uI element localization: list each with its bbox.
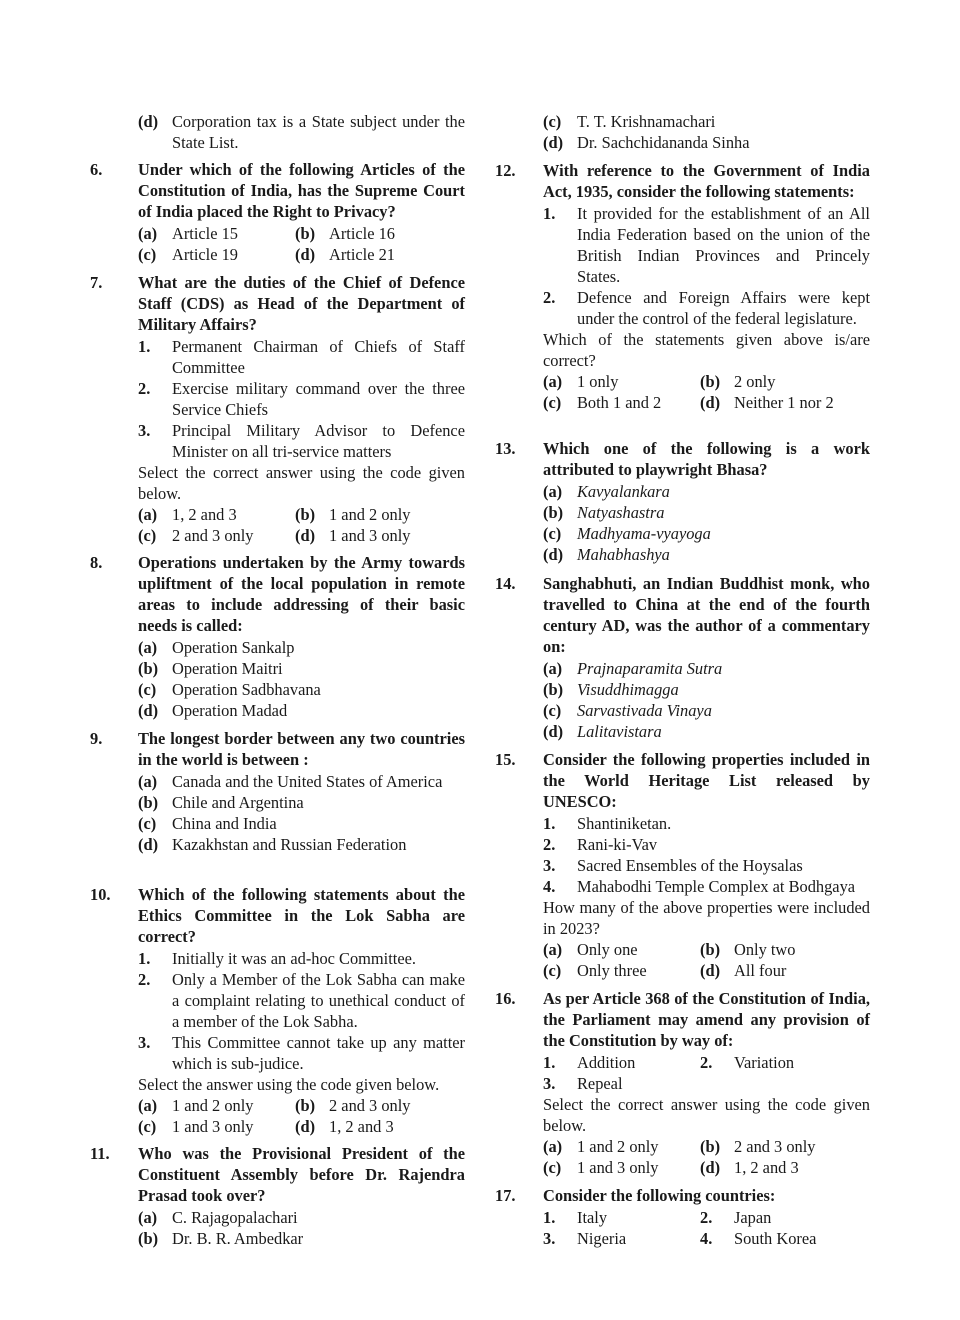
option-item [138,525,295,546]
statement-label: 3. [138,1033,151,1052]
statement-label: 4. [700,1229,713,1248]
question-stem: Which of the following statements about the Ethics Committee in the Lok Sabha are correct? [138,885,465,946]
statement-label: 4. [543,877,556,896]
question-block [138,111,465,153]
statement-label: 2. [700,1208,713,1227]
option-item [543,544,870,565]
option-text: Prajnaparamita Sutra [577,659,723,678]
question-number: 16. [495,989,516,1008]
option-text: Chile and Argentina [172,793,304,812]
question-block [90,728,465,855]
option-text: Only two [734,940,796,959]
option-label: (a) [138,1096,158,1115]
option-item [543,111,870,132]
statement-item [543,834,870,855]
option-text: 1, 2 and 3 [172,505,237,524]
option-label: (b) [138,659,159,678]
statement-label: 1. [138,337,151,356]
option-label: (d) [295,526,316,545]
question-block [90,272,465,546]
option-list [543,111,870,153]
option-label: (c) [138,680,157,699]
option-label: (a) [543,482,563,501]
statement-label: 3. [543,856,556,875]
option-text: 2 and 3 only [734,1137,816,1156]
question-number: 8. [90,553,103,572]
option-item [138,1207,465,1228]
option-text: Dr. B. R. Ambedkar [172,1229,304,1248]
option-label: (a) [138,638,158,657]
option-item [295,223,465,244]
option-text: Article 15 [172,224,238,243]
statement-text: Mahabodhi Temple Complex at Bodhgaya [577,877,856,896]
statement-item [543,813,870,834]
option-label: (b) [543,680,564,699]
option-label: (a) [543,659,563,678]
statement-text: Nigeria [577,1229,627,1248]
option-text: Both 1 and 2 [577,393,662,412]
option-item [138,658,465,679]
statement-item [543,855,870,876]
option-text: 1, 2 and 3 [329,1117,394,1136]
option-text: C. Rajagopalachari [172,1208,298,1227]
option-text: Operation Maitri [172,659,283,678]
option-item [543,502,870,523]
option-list [138,111,465,153]
statement-text: It provided for the establishment of an All India Federation based on the union of the British Indian Provinces and Princely States. [577,204,870,286]
question-number: 17. [495,1186,516,1205]
option-text: Natyashastra [577,503,665,522]
option-label: (d) [700,1158,721,1177]
option-text: All four [734,961,787,980]
statement-text: Repeal [577,1074,623,1093]
option-text: 1 only [577,372,619,391]
option-item [543,392,700,413]
option-list [543,481,870,565]
option-label: (d) [700,961,721,980]
option-label: (a) [138,1208,158,1227]
option-label: (d) [543,722,564,741]
option-item [295,1116,465,1137]
question-stem: Consider the following properties included in the World Heritage List released by UNESCO: [543,750,870,811]
question-number: 12. [495,161,516,180]
statement-item [543,287,870,329]
option-label: (d) [138,701,159,720]
option-label: (a) [543,940,563,959]
option-label: (a) [138,224,158,243]
question-number: 11. [90,1144,110,1163]
option-item [138,834,465,855]
statement-text: Variation [734,1053,795,1072]
option-label: (a) [543,1137,563,1156]
option-list [138,223,465,265]
question-prompt: How many of the above properties were included in 2023? [543,898,870,938]
statement-text: This Committee cannot take up any matter which is sub-judice. [172,1033,465,1073]
option-label: (d) [543,545,564,564]
question-stem: Consider the following countries: [543,1186,776,1205]
statement-list [138,948,465,1074]
question-block [495,160,870,413]
option-label: (d) [700,393,721,412]
statement-item [138,420,465,462]
option-label: (a) [543,372,563,391]
statement-item [543,1228,700,1249]
statement-text: Shantiniketan. [577,814,672,833]
option-item [138,504,295,525]
option-text: Neither 1 nor 2 [734,393,834,412]
question-number: 15. [495,750,516,769]
statement-text: Italy [577,1208,608,1227]
option-label: (d) [295,245,316,264]
option-label: (d) [138,835,159,854]
question-prompt: Select the answer using the code given below. [138,1075,440,1094]
option-item [700,371,870,392]
option-list [543,1136,870,1178]
statement-item [543,876,870,897]
statement-list [138,336,465,462]
option-item [543,939,700,960]
option-list [543,939,870,981]
statement-item [543,203,870,287]
statement-text: Defence and Foreign Affairs were kept under the control of the federal legislature. [577,288,870,328]
option-text: T. T. Krishnamachari [577,112,716,131]
option-text: Mahabhashya [577,545,670,564]
option-item [295,244,465,265]
question-block [90,159,465,265]
option-label: (c) [543,524,562,543]
statement-text: Rani-ki-Vav [577,835,658,854]
option-list [543,371,870,413]
option-item [138,223,295,244]
option-text: Article 16 [329,224,395,243]
statement-text: Sacred Ensembles of the Hoysalas [577,856,803,875]
statement-item [543,1073,700,1094]
question-number: 9. [90,729,103,748]
option-item [543,481,870,502]
option-text: 1 and 2 only [172,1096,254,1115]
question-block [543,111,870,153]
statement-label: 1. [543,1208,556,1227]
statement-label: 2. [138,379,151,398]
option-label: (c) [138,245,157,264]
option-item [543,960,700,981]
question-block [495,573,870,742]
option-item [700,1136,870,1157]
question-block [495,1185,870,1249]
statement-label: 2. [543,835,556,854]
statement-text: South Korea [734,1229,817,1248]
option-label: (c) [543,701,562,720]
question-stem: Who was the Provisional President of the Constituent Assembly before Dr. Rajendra Prasad took over? [138,1144,465,1205]
question-stem: With reference to the Government of India Act, 1935, consider the following statements: [543,161,870,201]
option-item [543,132,870,153]
statement-item [543,1052,700,1073]
option-item [543,1157,700,1178]
question-number: 7. [90,273,103,292]
statement-list [543,1207,870,1249]
statement-item [138,1032,465,1074]
option-list [138,1095,465,1137]
option-item [700,1157,870,1178]
option-text: 1 and 3 only [577,1158,659,1177]
statement-label: 2. [138,970,151,989]
option-item [138,1116,295,1137]
statement-label: 3. [543,1229,556,1248]
statement-label: 1. [543,1053,556,1072]
option-list [138,637,465,721]
option-item [700,939,870,960]
statement-text: Principal Military Advisor to Defence Minister on all tri-service matters [172,421,465,461]
option-text: Only three [577,961,647,980]
option-list [138,504,465,546]
question-block [90,884,465,1137]
question-stem: Sanghabhuti, an Indian Buddhist monk, who travelled to China at the end of the fourth century AD, was the author of a commentary on: [543,574,870,656]
option-item [295,1095,465,1116]
statement-list [543,203,870,329]
option-text: 2 and 3 only [172,526,254,545]
option-text: 1 and 2 only [577,1137,659,1156]
option-item [543,721,870,742]
statement-list [543,813,870,897]
statement-text: Permanent Chairman of Chiefs of Staff Committee [172,337,465,377]
option-item [138,679,465,700]
question-prompt: Select the correct answer using the code given below. [543,1095,870,1135]
statement-item [700,1228,870,1249]
statement-item [700,1052,870,1073]
option-item [700,392,870,413]
option-item [543,700,870,721]
option-label: (b) [700,1137,721,1156]
question-stem: Under which of the following Articles of the Constitution of India, has the Supreme Court of India placed the Right to Privacy? [138,160,465,221]
statement-label: 3. [138,421,151,440]
question-block [90,552,465,721]
option-item [700,960,870,981]
option-item [138,1095,295,1116]
question-prompt: Select the correct answer using the code given below. [138,463,465,503]
option-item [138,1228,465,1249]
statement-item [138,336,465,378]
option-text: Lalitavistara [577,722,662,741]
option-label: (b) [700,940,721,959]
option-label: (b) [138,1229,159,1248]
option-label: (b) [295,224,316,243]
option-label: (d) [138,112,159,131]
statement-label: 2. [700,1053,713,1072]
option-text: 1 and 3 only [329,526,411,545]
option-text: Operation Madad [172,701,288,720]
statement-label: 1. [543,814,556,833]
option-text: Only one [577,940,638,959]
statement-text: Japan [734,1208,772,1227]
option-item [138,792,465,813]
option-text: 2 only [734,372,776,391]
question-block [495,438,870,565]
question-number: 10. [90,885,111,904]
option-text: Operation Sadbhavana [172,680,321,699]
option-list [138,1207,465,1249]
option-label: (a) [138,772,158,791]
option-text: Kazakhstan and Russian Federation [172,835,407,854]
option-item [138,813,465,834]
statement-text: Addition [577,1053,636,1072]
option-label: (d) [295,1117,316,1136]
option-text: 1 and 2 only [329,505,411,524]
option-item [295,504,465,525]
statement-item [138,948,465,969]
option-text: Corporation tax is a State subject under the State List. [172,112,465,152]
option-text: Kavyalankara [577,482,670,501]
option-text: Sarvastivada Vinaya [577,701,712,720]
option-item [138,111,465,153]
option-item [138,700,465,721]
option-label: (c) [543,393,562,412]
question-number: 13. [495,439,516,458]
option-item [543,523,870,544]
option-text: Visuddhimagga [577,680,679,699]
option-item [295,525,465,546]
option-item [543,679,870,700]
statement-label: 1. [138,949,151,968]
question-block [495,749,870,981]
option-item [138,244,295,265]
option-item [138,637,465,658]
option-label: (b) [295,1096,316,1115]
option-label: (c) [543,1158,562,1177]
option-text: Dr. Sachchidananda Sinha [577,133,750,152]
option-label: (c) [543,961,562,980]
option-item [543,658,870,679]
statement-text: Initially it was an ad-hoc Committee. [172,949,416,968]
option-text: Article 19 [172,245,238,264]
option-label: (d) [543,133,564,152]
option-label: (b) [138,793,159,812]
option-label: (b) [700,372,721,391]
option-text: Canada and the United States of America [172,772,443,791]
option-text: Operation Sankalp [172,638,295,657]
option-text: China and India [172,814,277,833]
statement-label: 1. [543,204,556,223]
statement-label: 3. [543,1074,556,1093]
option-item [543,1136,700,1157]
option-label: (c) [138,814,157,833]
statement-text: Only a Member of the Lok Sabha can make a complaint relating to unethical conduct of a member of the Lok Sabha. [172,970,465,1031]
statement-label: 2. [543,288,556,307]
question-stem: Which one of the following is a work attributed to playwright Bhasa? [543,439,870,479]
question-number: 14. [495,574,516,593]
option-label: (c) [138,526,157,545]
statement-item [543,1207,700,1228]
statement-list [543,1052,870,1094]
statement-item [138,969,465,1032]
statement-item [700,1207,870,1228]
question-stem: The longest border between any two countries in the world is between : [138,729,465,769]
option-text: Article 21 [329,245,395,264]
option-item [138,771,465,792]
question-block [495,988,870,1178]
option-label: (a) [138,505,158,524]
option-text: 1 and 3 only [172,1117,254,1136]
option-list [138,771,465,855]
option-item [543,371,700,392]
question-prompt: Which of the statements given above is/are correct? [543,330,870,370]
question-number: 6. [90,160,103,179]
statement-text: Exercise military command over the three Service Chiefs [172,379,465,419]
option-list [543,658,870,742]
option-label: (b) [543,503,564,522]
option-label: (c) [138,1117,157,1136]
option-label: (b) [295,505,316,524]
option-text: 1, 2 and 3 [734,1158,799,1177]
option-text: Madhyama-vyayoga [577,524,711,543]
statement-item [138,378,465,420]
question-block [90,1143,465,1249]
question-stem: Operations undertaken by the Army towards upliftment of the local population in remote areas to include addressing of their basic needs is called: [138,553,465,635]
option-label: (c) [543,112,562,131]
question-stem: As per Article 368 of the Constitution of India, the Parliament may amend any provision of the Constitution by way of: [543,989,870,1050]
question-stem: What are the duties of the Chief of Defence Staff (CDS) as Head of the Department of Military Affairs? [138,273,465,334]
option-text: 2 and 3 only [329,1096,411,1115]
